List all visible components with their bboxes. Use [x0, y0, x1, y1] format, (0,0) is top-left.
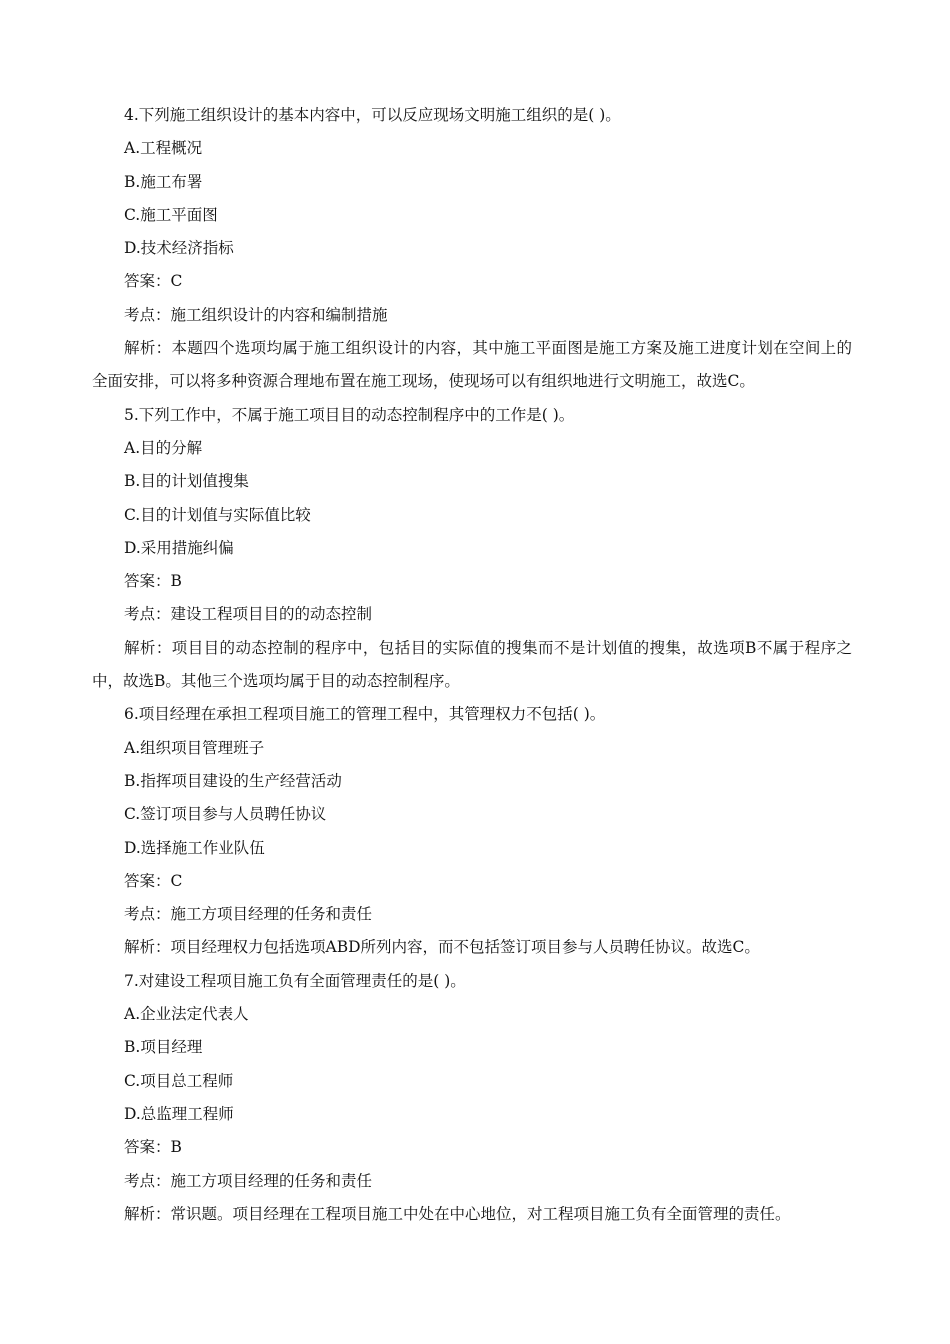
question-stem: 4.下列施工组织设计的基本内容中，可以反应现场文明施工组织的是( )。 — [124, 106, 621, 124]
test-point: 考点：施工方项目经理的任务和责任 — [124, 905, 373, 924]
test-point: 考点：施工方项目经理的任务和责任 — [124, 1171, 373, 1190]
option-c: C.施工平面图 — [124, 205, 218, 224]
answer: 答案：C — [124, 871, 183, 890]
option-d: D.技术经济指标 — [124, 239, 234, 258]
option-a: A.企业法定代表人 — [124, 1005, 249, 1024]
answer: 答案：B — [124, 1138, 182, 1157]
option-d: D.总监理工程师 — [124, 1104, 234, 1123]
question-7 — [92, 965, 852, 1231]
option-a: A.组织项目管理班子 — [124, 738, 265, 757]
document-page — [92, 99, 852, 1231]
test-point: 考点：建设工程项目目的的动态控制 — [124, 605, 373, 624]
option-c: C.签订项目参与人员聘任协议 — [124, 805, 327, 824]
option-d: D.采用措施纠偏 — [124, 538, 234, 557]
option-b: B.项目经理 — [124, 1038, 203, 1057]
option-b: B.施工布署 — [124, 172, 203, 191]
option-c: C.目的计划值与实际值比较 — [124, 505, 311, 524]
question-stem: 7.对建设工程项目施工负有全面管理责任的是( )。 — [124, 971, 466, 990]
question-stem: 5.下列工作中，不属于施工项目目的动态控制程序中的工作是( )。 — [124, 405, 575, 424]
option-b: B.指挥项目建设的生产经营活动 — [124, 771, 342, 790]
answer: 答案：C — [124, 272, 183, 291]
question-6 — [92, 698, 852, 964]
question-5 — [92, 399, 852, 699]
test-point: 考点：施工组织设计的内容和编制措施 — [124, 305, 388, 324]
option-d: D.选择施工作业队伍 — [124, 838, 265, 857]
analysis: 解析：常识题。项目经理在工程项目施工中处在中心地位，对工程项目施工负有全面管理的责任。 — [124, 1204, 791, 1223]
answer: 答案：B — [124, 572, 182, 591]
option-a: A.目的分解 — [124, 438, 203, 457]
option-c: C.项目总工程师 — [124, 1071, 234, 1090]
option-a: A.工程概况 — [124, 139, 203, 158]
analysis: 解析：本题四个选项均属于施工组织设计的内容，其中施工平面图是施工方案及施工进度计划在空间上的全面安排，可以将多种资源合理地布置在施工现场，使现场可以有组织地进行文明施工，故选C。 — [92, 339, 852, 391]
analysis: 解析：项目经理权力包括选项ABD所列内容，而不包括签订项目参与人员聘任协议。故选C。 — [124, 938, 760, 957]
question-4 — [92, 99, 852, 399]
question-stem: 6.项目经理在承担工程项目施工的管理工程中，其管理权力不包括( )。 — [124, 705, 606, 724]
option-b: B.目的计划值搜集 — [124, 472, 249, 491]
analysis: 解析：项目目的动态控制的程序中，包括目的实际值的搜集而不是计划值的搜集，故选项B不属于程序之中，故选B。其他三个选项均属于目的动态控制程序。 — [92, 638, 852, 691]
